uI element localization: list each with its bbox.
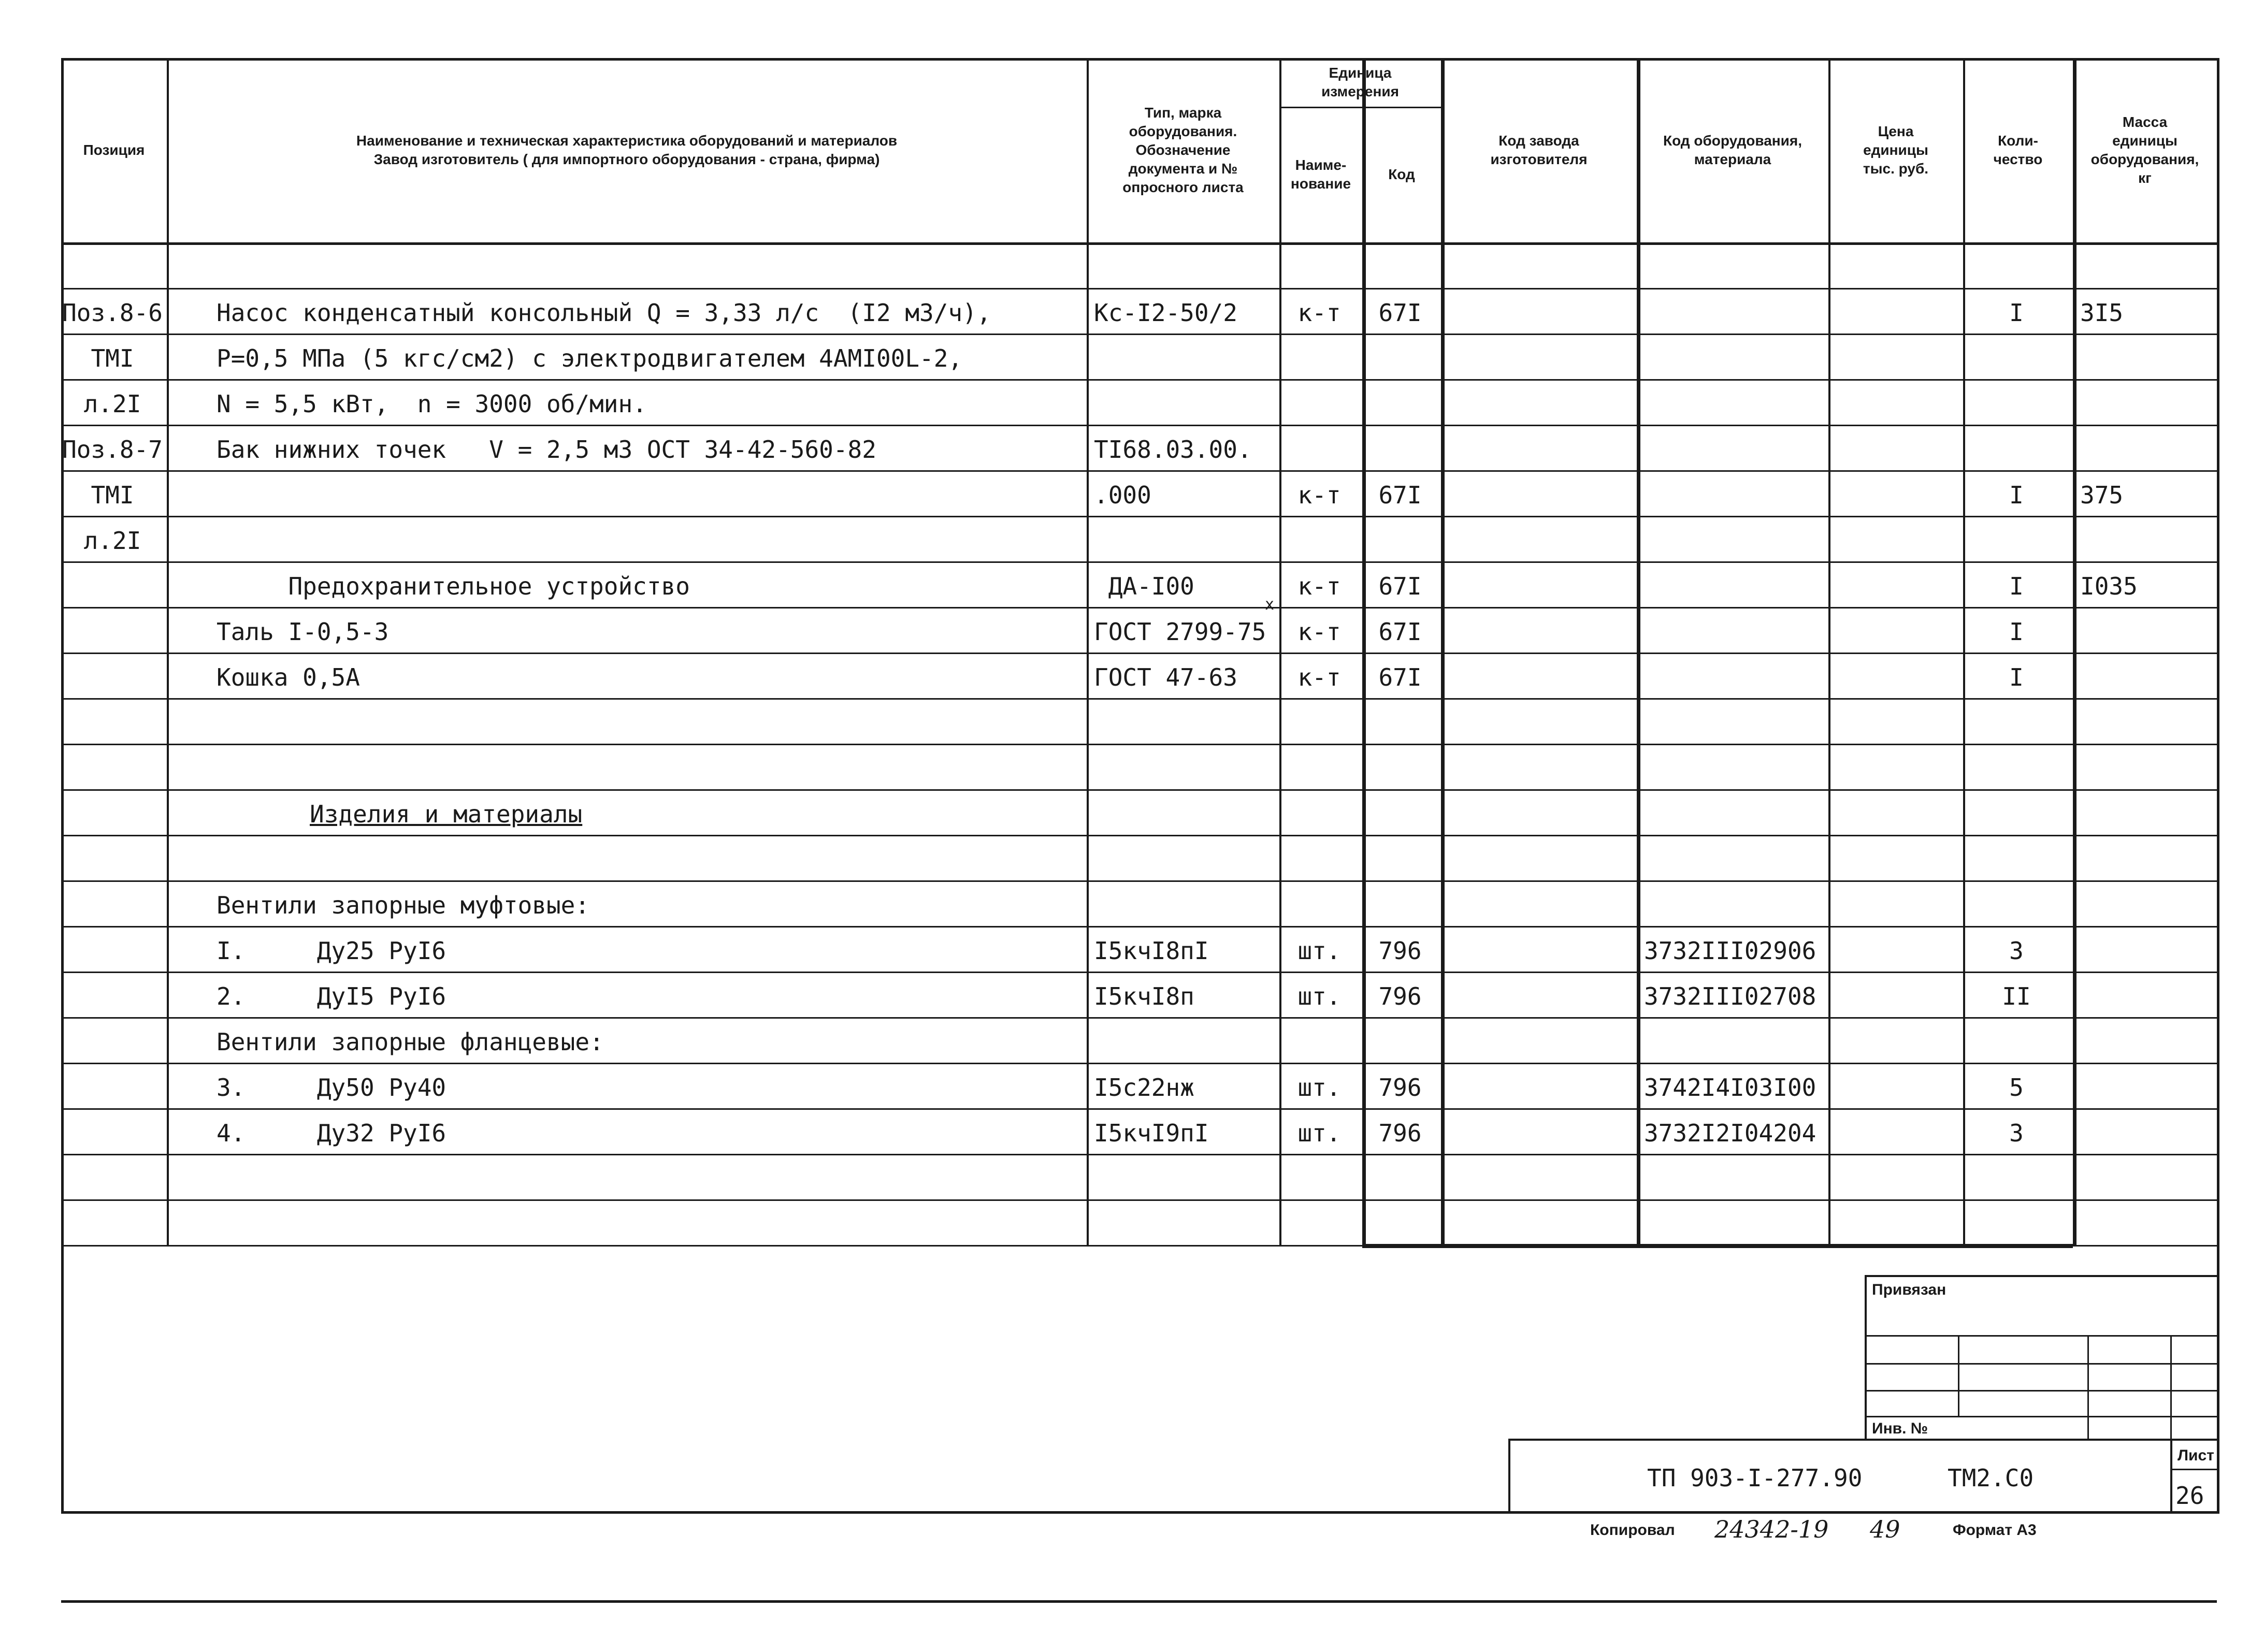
cell-plant xyxy=(1448,974,1634,1019)
cell-code xyxy=(1362,882,1438,928)
cell-unit: шт. xyxy=(1297,982,1341,1010)
cell-type xyxy=(1094,1156,1276,1201)
cell-unit: к-т xyxy=(1297,618,1341,646)
cell-name xyxy=(217,746,1084,791)
doc-code: ТП 903-I-277.90 xyxy=(1647,1464,1863,1492)
cell-plant xyxy=(1448,336,1634,381)
cell-pos xyxy=(61,244,164,290)
cell-pos xyxy=(61,700,164,746)
title-block-top xyxy=(1508,1439,2219,1441)
cell-unit xyxy=(1279,882,1359,928)
frame-right-border xyxy=(2217,58,2219,1511)
cell-pos xyxy=(61,974,164,1019)
header-position: Позиция xyxy=(83,142,145,158)
cell-pos xyxy=(61,928,164,974)
cell-name xyxy=(217,1201,1084,1247)
cell-mass xyxy=(2080,381,2214,427)
cell-unit xyxy=(1279,791,1359,837)
cell-price xyxy=(1836,609,1960,655)
cell-name: Кошка 0,5А xyxy=(217,663,360,691)
cell-price xyxy=(1836,1156,1960,1201)
sheet-label: Лист xyxy=(2178,1447,2214,1464)
cell-price xyxy=(1836,974,1960,1019)
cell-qty: I xyxy=(2009,618,2024,646)
cell-pos xyxy=(61,791,164,837)
cell-code xyxy=(1362,1201,1438,1247)
header-unit-code: Код xyxy=(1388,166,1415,182)
cell-name: 3. Ду50 Ру40 xyxy=(217,1074,446,1102)
cell-type xyxy=(1094,1201,1276,1247)
cell-equip xyxy=(1644,472,1825,518)
cell-plant xyxy=(1448,791,1634,837)
cell-code: 796 xyxy=(1378,1119,1422,1147)
cell-name xyxy=(217,244,1084,290)
cell-unit xyxy=(1279,1019,1359,1065)
cell-qty: 3 xyxy=(2009,1119,2024,1147)
cell-name: 4. Ду32 РуI6 xyxy=(217,1119,446,1147)
cell-price xyxy=(1836,336,1960,381)
cell-unit xyxy=(1279,746,1359,791)
cell-pos xyxy=(61,1065,164,1110)
cell-mass xyxy=(2080,1065,2214,1110)
stamp-top-border xyxy=(1865,1275,2219,1277)
cell-qty: I xyxy=(2009,572,2024,600)
cell-pos xyxy=(61,655,164,700)
cell-equip xyxy=(1644,290,1825,336)
cell-equip xyxy=(1644,381,1825,427)
cell-qty xyxy=(1963,837,2070,882)
cell-unit xyxy=(1279,518,1359,563)
cell-qty: 5 xyxy=(2009,1074,2024,1102)
cell-name xyxy=(217,837,1084,882)
cell-mass xyxy=(2080,1156,2214,1201)
stamp-inv-no-label: Инв. № xyxy=(1872,1420,1928,1437)
header-qty: Коли- чество xyxy=(1993,133,2043,167)
cell-code xyxy=(1362,336,1438,381)
cell-price xyxy=(1836,655,1960,700)
cell-mass xyxy=(2080,1110,2214,1156)
cell-code: 67I xyxy=(1378,663,1422,691)
cell-plant xyxy=(1448,655,1634,700)
cell-equip xyxy=(1644,518,1825,563)
cell-qty: I xyxy=(2009,663,2024,691)
cell-price xyxy=(1836,791,1960,837)
cell-name xyxy=(217,472,1084,518)
header-equip-code: Код оборудования, материала xyxy=(1663,133,1802,167)
cell-qty xyxy=(1963,882,2070,928)
title-block-left xyxy=(1508,1439,1510,1511)
cell-unit: к-т xyxy=(1297,663,1341,691)
stamp-row-2 xyxy=(1865,1363,2219,1365)
cell-pos xyxy=(61,609,164,655)
cell-code: 67I xyxy=(1378,618,1422,646)
cell-price xyxy=(1836,882,1960,928)
cell-equip xyxy=(1644,336,1825,381)
cell-unit: шт. xyxy=(1297,1074,1341,1102)
cell-pos: ТМI xyxy=(91,344,134,372)
cell-type: .000 xyxy=(1094,481,1151,509)
cell-pos xyxy=(61,1201,164,1247)
cell-name xyxy=(217,1156,1084,1201)
cell-type: Кс-I2-50/2 xyxy=(1094,299,1237,327)
cell-code xyxy=(1362,746,1438,791)
footnote-mark: x xyxy=(1265,596,1275,614)
cell-type xyxy=(1094,336,1276,381)
cell-mass xyxy=(2080,244,2214,290)
cell-price xyxy=(1836,1019,1960,1065)
cell-code: 796 xyxy=(1378,937,1422,965)
cell-unit: к-т xyxy=(1297,572,1341,600)
cell-unit: шт. xyxy=(1297,937,1341,965)
cell-pos: Поз.8-7 xyxy=(62,436,163,463)
cell-qty: 3 xyxy=(2009,937,2024,965)
header-price: Цена единицы тыс. руб. xyxy=(1863,123,1929,177)
cell-qty xyxy=(1963,427,2070,472)
cell-plant xyxy=(1448,609,1634,655)
cell-name: 2. ДуI5 РуI6 xyxy=(217,982,446,1010)
cell-qty xyxy=(1963,381,2070,427)
cell-mass xyxy=(2080,1019,2214,1065)
stamp-col-3 xyxy=(2170,1335,2172,1441)
cell-type xyxy=(1094,244,1276,290)
header-type: Тип, марка оборудования. Обозначение документа и № опросного листа xyxy=(1122,105,1244,195)
cell-name xyxy=(217,700,1084,746)
cell-equip xyxy=(1644,1019,1825,1065)
cell-type: I5кчI8п xyxy=(1094,982,1194,1010)
cell-plant xyxy=(1448,290,1634,336)
frame-bottom-border xyxy=(61,1511,2219,1514)
cell-mass xyxy=(2080,427,2214,472)
cell-plant xyxy=(1448,882,1634,928)
title-block-sheet-divider xyxy=(2170,1439,2172,1511)
header-plant-code: Код завода изготовителя xyxy=(1490,133,1588,167)
cell-qty xyxy=(1963,700,2070,746)
cell-equip xyxy=(1644,655,1825,700)
header-mass: Масса единицы оборудования, кг xyxy=(2090,114,2199,186)
cell-pos xyxy=(61,882,164,928)
cell-pos: л.2I xyxy=(83,527,141,555)
cell-equip xyxy=(1644,427,1825,472)
cell-type xyxy=(1094,518,1276,563)
cell-price xyxy=(1836,290,1960,336)
cell-type xyxy=(1094,700,1276,746)
page-bottom-rule xyxy=(61,1600,2217,1603)
cell-type: I5кчI8пI xyxy=(1094,937,1209,965)
cell-code: 796 xyxy=(1378,982,1422,1010)
cell-type xyxy=(1094,381,1276,427)
cell-plant xyxy=(1448,837,1634,882)
cell-equip xyxy=(1644,1156,1825,1201)
stamp-row-3 xyxy=(1865,1390,2219,1392)
cell-equip xyxy=(1644,563,1825,609)
cell-code xyxy=(1362,791,1438,837)
cell-price xyxy=(1836,472,1960,518)
cell-code xyxy=(1362,1019,1438,1065)
cell-code: 796 xyxy=(1378,1074,1422,1102)
cell-name: I. Ду25 РуI6 xyxy=(217,937,446,965)
cell-mass xyxy=(2080,837,2214,882)
cell-pos: л.2I xyxy=(83,390,141,418)
cell-mass: 3I5 xyxy=(2080,299,2124,327)
cell-mass xyxy=(2080,700,2214,746)
cell-equip xyxy=(1644,700,1825,746)
cell-name: Вентили запорные муфтовые: xyxy=(217,891,590,919)
cell-type: ТI68.03.00. xyxy=(1094,436,1252,463)
cell-equip: 3732I2I04204 xyxy=(1644,1119,1816,1147)
cell-qty xyxy=(1963,1156,2070,1201)
cell-name: Р=0,5 МПа (5 кгс/см2) с электродвигателем 4АМI00L-2, xyxy=(217,344,963,372)
cell-unit: к-т xyxy=(1297,299,1341,327)
cell-code xyxy=(1362,381,1438,427)
cell-name: Изделия и материалы xyxy=(310,800,583,828)
cell-mass xyxy=(2080,928,2214,974)
cell-name: Вентили запорные фланцевые: xyxy=(217,1028,604,1056)
cell-price xyxy=(1836,563,1960,609)
cell-unit xyxy=(1279,244,1359,290)
cell-code xyxy=(1362,837,1438,882)
sheet-number: 26 xyxy=(2175,1482,2204,1510)
cell-qty xyxy=(1963,791,2070,837)
cell-price xyxy=(1836,837,1960,882)
cell-price xyxy=(1836,1110,1960,1156)
cell-pos xyxy=(61,837,164,882)
stamp-privyazan-label: Привязан xyxy=(1872,1281,1946,1298)
cell-code: 67I xyxy=(1378,299,1422,327)
cell-unit xyxy=(1279,700,1359,746)
cell-code: 67I xyxy=(1378,572,1422,600)
cell-code xyxy=(1362,244,1438,290)
cell-type xyxy=(1094,791,1276,837)
cell-name xyxy=(217,518,1084,563)
cell-mass xyxy=(2080,974,2214,1019)
cell-pos xyxy=(61,1110,164,1156)
header-name: Наименование и техническая характеристика оборудований и материалов Завод изготовитель ( для импортного оборудования - страна, фирма) xyxy=(356,133,898,167)
cell-qty xyxy=(1963,746,2070,791)
cell-mass xyxy=(2080,655,2214,700)
cell-qty xyxy=(1963,336,2070,381)
cell-pos xyxy=(61,746,164,791)
cell-mass xyxy=(2080,746,2214,791)
cell-type: ГОСТ 47-63 xyxy=(1094,663,1237,691)
cell-pos xyxy=(61,1019,164,1065)
cell-unit xyxy=(1279,1156,1359,1201)
cell-qty: I xyxy=(2009,299,2024,327)
cell-qty xyxy=(1963,518,2070,563)
cell-plant xyxy=(1448,700,1634,746)
cell-type xyxy=(1094,882,1276,928)
cell-equip xyxy=(1644,882,1825,928)
cell-price xyxy=(1836,244,1960,290)
cell-equip: 3732III02708 xyxy=(1644,982,1816,1010)
cell-unit xyxy=(1279,837,1359,882)
cell-mass xyxy=(2080,518,2214,563)
cell-equip xyxy=(1644,791,1825,837)
cell-price xyxy=(1836,746,1960,791)
cell-unit xyxy=(1279,381,1359,427)
order-number: 24342-19 xyxy=(1714,1515,1829,1543)
cell-qty: I xyxy=(2009,481,2024,509)
cell-plant xyxy=(1448,381,1634,427)
cell-price xyxy=(1836,518,1960,563)
cell-plant xyxy=(1448,518,1634,563)
cell-plant xyxy=(1448,563,1634,609)
cell-equip xyxy=(1644,746,1825,791)
cell-mass xyxy=(2080,882,2214,928)
cell-type: ДА-I00 xyxy=(1094,572,1194,600)
album-code: ТМ2.С0 xyxy=(1948,1464,2034,1492)
cell-plant xyxy=(1448,427,1634,472)
copy-number: 49 xyxy=(1870,1515,1900,1543)
header-unit-group: Единица измерения xyxy=(1321,65,1399,99)
cell-equip xyxy=(1644,244,1825,290)
cell-mass: I035 xyxy=(2080,572,2138,600)
cell-unit: к-т xyxy=(1297,481,1341,509)
cell-equip: 3742I4I03I00 xyxy=(1644,1074,1816,1102)
stamp-row-1 xyxy=(1865,1335,2219,1337)
cell-name: Таль I-0,5-3 xyxy=(217,618,389,646)
cell-unit xyxy=(1279,1201,1359,1247)
cell-name: Предохранительное устройство xyxy=(217,572,690,600)
cell-equip: 3732III02906 xyxy=(1644,937,1816,965)
header-unit-name: Наиме- нование xyxy=(1290,157,1351,192)
cell-price xyxy=(1836,427,1960,472)
cell-equip xyxy=(1644,1201,1825,1247)
stamp-row-4 xyxy=(1865,1416,2219,1417)
cell-plant xyxy=(1448,746,1634,791)
cell-unit xyxy=(1279,336,1359,381)
cell-pos: ТМI xyxy=(91,481,134,509)
cell-mass xyxy=(2080,609,2214,655)
stamp-col-2 xyxy=(2087,1335,2089,1441)
cell-price xyxy=(1836,1065,1960,1110)
cell-equip xyxy=(1644,837,1825,882)
cell-name: N = 5,5 кВт, n = 3000 об/мин. xyxy=(217,390,647,418)
cell-type: I5с22нж xyxy=(1094,1074,1194,1102)
cell-pos: Поз.8-6 xyxy=(62,299,163,327)
title-block-sheet-label-divider xyxy=(2170,1469,2219,1470)
cell-pos xyxy=(61,1156,164,1201)
cell-unit xyxy=(1279,427,1359,472)
cell-plant xyxy=(1448,1156,1634,1201)
cell-mass xyxy=(2080,1201,2214,1247)
cell-pos xyxy=(61,563,164,609)
cell-plant xyxy=(1448,1019,1634,1065)
cell-mass: 375 xyxy=(2080,481,2124,509)
cell-price xyxy=(1836,928,1960,974)
cell-code xyxy=(1362,700,1438,746)
format-label: Формат А3 xyxy=(1953,1521,2037,1539)
cell-code: 67I xyxy=(1378,481,1422,509)
cell-unit: шт. xyxy=(1297,1119,1341,1147)
cell-mass xyxy=(2080,791,2214,837)
cell-qty: II xyxy=(2002,982,2031,1010)
cell-type: I5кчI9пI xyxy=(1094,1119,1209,1147)
cell-code xyxy=(1362,427,1438,472)
cell-plant xyxy=(1448,472,1634,518)
cell-qty xyxy=(1963,244,2070,290)
cell-plant xyxy=(1448,1110,1634,1156)
cell-type xyxy=(1094,1019,1276,1065)
cell-price xyxy=(1836,1201,1960,1247)
cell-equip xyxy=(1644,609,1825,655)
cell-plant xyxy=(1448,1065,1634,1110)
cell-qty xyxy=(1963,1019,2070,1065)
cell-name: Бак нижних точек V = 2,5 м3 ОСТ 34-42-560-82 xyxy=(217,436,876,463)
copied-label: Копировал xyxy=(1590,1521,1675,1539)
stamp-col-1 xyxy=(1958,1335,1959,1416)
cell-price xyxy=(1836,381,1960,427)
cell-plant xyxy=(1448,928,1634,974)
cell-price xyxy=(1836,700,1960,746)
cell-plant xyxy=(1448,1201,1634,1247)
cell-code xyxy=(1362,518,1438,563)
cell-type xyxy=(1094,746,1276,791)
cell-code xyxy=(1362,1156,1438,1201)
cell-mass xyxy=(2080,336,2214,381)
cell-type xyxy=(1094,837,1276,882)
cell-qty xyxy=(1963,1201,2070,1247)
cell-type: ГОСТ 2799-75 xyxy=(1094,618,1266,646)
cell-plant xyxy=(1448,244,1634,290)
cell-name: Насос конденсатный консольный Q = 3,33 л/с (I2 м3/ч), xyxy=(217,299,991,327)
